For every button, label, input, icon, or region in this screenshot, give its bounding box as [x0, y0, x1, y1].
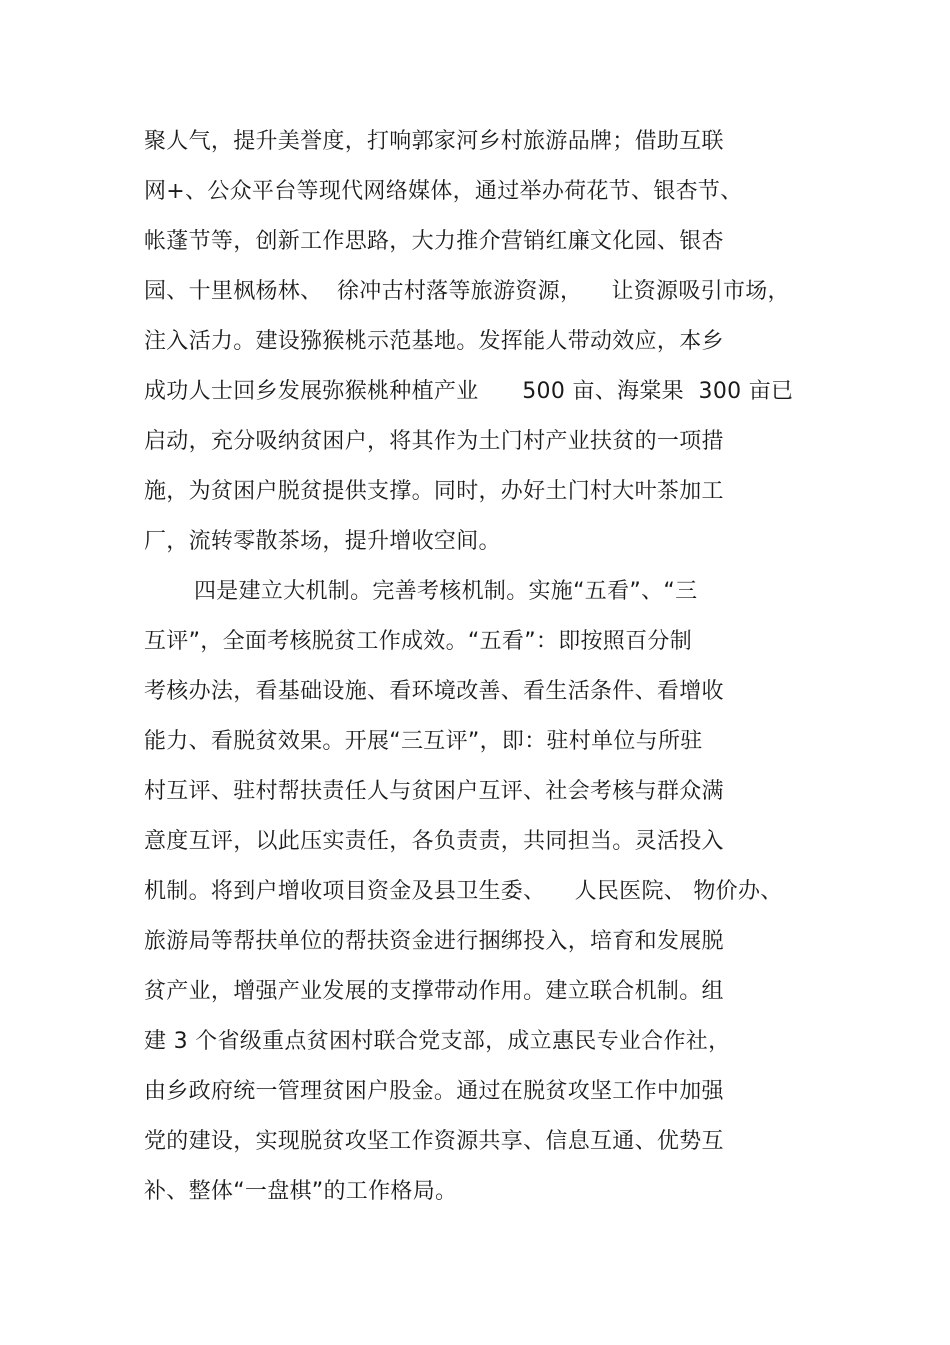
- text-line: 旅游局等帮扶单位的帮扶资金进行捆绑投入，培育和发展脱: [144, 929, 724, 954]
- text-line: 启动，充分吸纳贫困户，将其作为土门村产业扶贫的一项措: [144, 429, 724, 454]
- text-line: 成功人士回乡发展弥猴桃种植产业 500 亩、海棠果 300 亩已: [144, 379, 794, 404]
- text-line: 建 3 个省级重点贫困村联合党支部，成立惠民专业合作社，: [144, 1029, 731, 1054]
- text-line: 注入活力。建设猕猴桃示范基地。发挥能人带动效应，本乡: [144, 329, 724, 354]
- text-line: 帐蓬节等，创新工作思路，大力推介营销红廉文化园、银杏: [144, 229, 724, 254]
- text-line: 由乡政府统一管理贫困户股金。通过在脱贫攻坚工作中加强: [144, 1079, 724, 1104]
- text-line: 考核办法，看基础设施、看环境改善、看生活条件、看增收: [144, 679, 724, 704]
- paragraph-first-line: 四是建立大机制。完善考核机制。实施“五看”、“三: [194, 579, 698, 604]
- text-line: 意度互评，以此压实责任，各负责责，共同担当。灵活投入: [144, 829, 724, 854]
- text-line: 补、整体“一盘棋”的工作格局。: [144, 1179, 458, 1204]
- text-line: 互评”，全面考核脱贫工作成效。“五看”：即按照百分制: [144, 629, 692, 654]
- text-line: 网+、公众平台等现代网络媒体，通过举办荷花节、银杏节、: [144, 179, 743, 204]
- text-line: 施，为贫困户脱贫提供支撑。同时，办好土门村大叶茶加工: [144, 479, 724, 504]
- text-line: 机制。将到户增收项目资金及县卫生委、 人民医院、 物价办、: [144, 879, 783, 904]
- text-line: 村互评、驻村帮扶责任人与贫困户互评、社会考核与群众满: [144, 779, 724, 804]
- text-line: 厂，流转零散茶场，提升增收空间。: [144, 529, 501, 554]
- text-line: 能力、看脱贫效果。开展“三互评”，即：驻村单位与所驻: [144, 729, 703, 754]
- text-line: 聚人气，提升美誉度，打响郭家河乡村旅游品牌；借助互联: [144, 129, 724, 154]
- text-line: 党的建设，实现脱贫攻坚工作资源共享、信息互通、优势互: [144, 1129, 724, 1154]
- text-line: 贫产业，增强产业发展的支撑带动作用。建立联合机制。组: [144, 979, 724, 1004]
- text-line: 园、十里枫杨林、 徐冲古村落等旅游资源， 让资源吸引市场，: [144, 279, 790, 304]
